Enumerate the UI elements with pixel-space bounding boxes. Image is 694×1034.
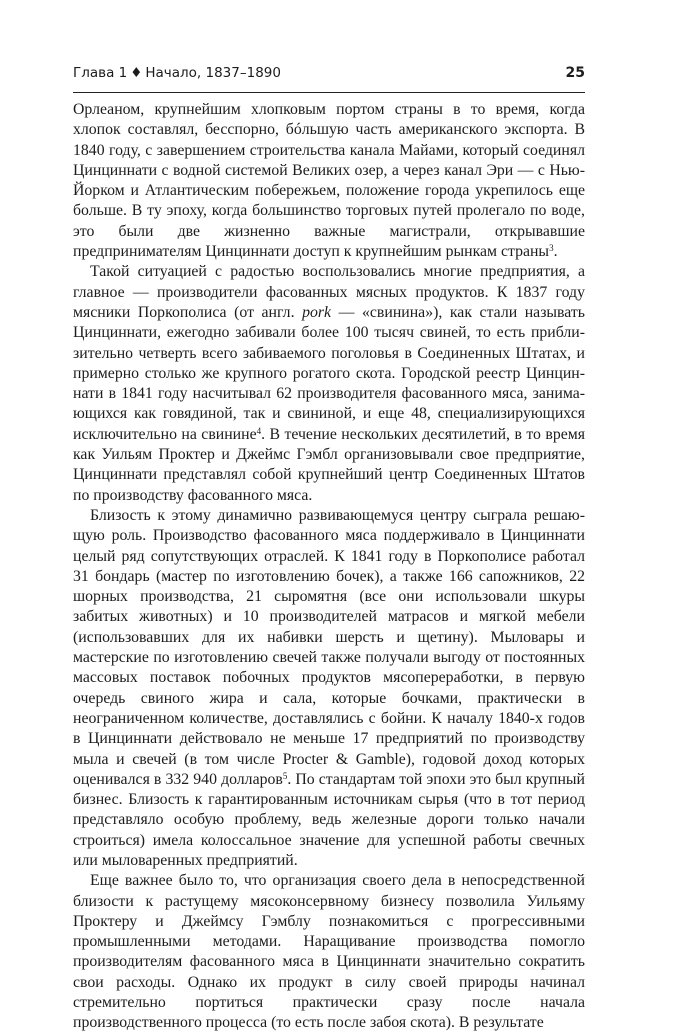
header-divider	[73, 92, 585, 93]
paragraph-2-text-c: . В течение нескольких десятилетий, в то время как Уильям Проктер и Джеймс Гэмбл организовывали свое предприятие, Цинциннати представлял собой крупнейший центр Соединенных Штатов по производству фасованного мяса.	[73, 425, 585, 504]
paragraph-1-text-b: .	[553, 243, 558, 261]
chapter-label: Глава 1	[73, 65, 128, 81]
section-title: Начало, 1837–1890	[145, 65, 281, 81]
page-number: 25	[565, 65, 585, 81]
paragraph-4	[73, 871, 585, 1033]
paragraph-1	[73, 100, 585, 262]
footnote-marker: 3	[549, 243, 554, 254]
paragraph-2	[73, 262, 585, 506]
body-text	[73, 100, 585, 1034]
paragraph-1-text-a: Орлеаном, крупнейшим хлопковым портом страны в то время, когда хлопок составлял, бесспорно, бóльшую часть американского экспорта. В 1840 году, с завершением строительства канала Майами, который соединял Цинциннати с водной системой Великих озер, а через канал Эри — с Нью-Йорком и Атлантическим побережьем, положение города укрепилось еще больше. В ту эпоху, когда большинство торговых путей пролегало по воде, это были две жизненно важные магистрали, открывавшие предпринимателям Цинциннати доступ к крупнейшим рынкам страны	[73, 101, 585, 261]
paragraph-2-text-a: Такой ситуацией с радостью воспользовались многие предприятия, а главное — производители фасованных мясных продуктов. К 1837 году мясники Поркополиса (от англ.	[73, 263, 585, 321]
running-header	[73, 62, 585, 84]
paragraph-3	[73, 506, 585, 871]
paragraph-3-text-a: Близость к этому динамично развивающемуся центру сыграла решающую роль. Производство фасованного мяса поддерживало в Цинциннати целый ряд сопутствующих отраслей. К 1841 году в Поркополисе работал 31 бондарь (мастер по изготовлению бочек), а также 166 сапожников, 22 шорных производства, 21 сыромятня (все они использовали шкуры забитых животных) и 10 производителей матрасов и мягкой мебели (использовавших для их набивки шерсть и щетину). Мыловары и мастерские по изготовлению свечей также получали выгоду от постоянных массовых поставок побочных продуктов мясопереработки, в первую очередь свиного жира и сала, которые бочками, практически в неограниченном количестве, доставлялись с бойни. К началу 1840-х годов в Цинциннати действовало не меньше 17 предприятий по производству мыла и свечей (в том числе Procter & Gamble), годовой доход которых оценивался в 332 940 долларов	[73, 506, 585, 788]
footnote-marker: 5	[282, 770, 288, 781]
chapter-title	[73, 62, 281, 84]
paragraph-3-text-b: . По стандартам той эпохи это был крупный бизнес. Близость к гарантированным источникам сырья (что в тот период представляло особую проблему, ведь железные дороги только начали строиться) имела колоссальное значение для успешной работы свечных или мыловаренных предприятий.	[73, 770, 585, 869]
book-page	[73, 0, 586, 1032]
diamond-icon: ♦	[130, 65, 143, 81]
paragraph-4-text-a: Еще важнее было то, что организация своего дела в непосредственной близости к растущему мясоконсервному бизнесу позволила Уильяму Проктеру и Джеймсу Гэмблу познакомиться с прогрессивными промышленными методами. Наращивание производства помогло производителям фасованного мяса в Цинциннати значительно сократить свои расходы. Однако их продукт в силу своей природы начинал стремительно портиться практически сразу после начала производственного процесса (то есть после забоя скота). В результате	[73, 872, 585, 1032]
footnote-marker: 4	[256, 425, 262, 436]
paragraph-2-italic-word: pork	[302, 303, 332, 321]
paragraph-2-text-b: — «свинина»), как стали называть Цинциннати, ежегодно забивали более 100 тысяч свиней, то есть приблизительно четверть всего забиваемого поголовья в Соединенных Штатах, и примерно столько же крупного рогатого скота. Городской реестр Цинциннати в 1841 году насчитывал 62 производителя фасованного мяса, занимающихся как говядиной, так и свининой, и еще 48, специализирующихся исключительно на свинине	[73, 303, 586, 443]
